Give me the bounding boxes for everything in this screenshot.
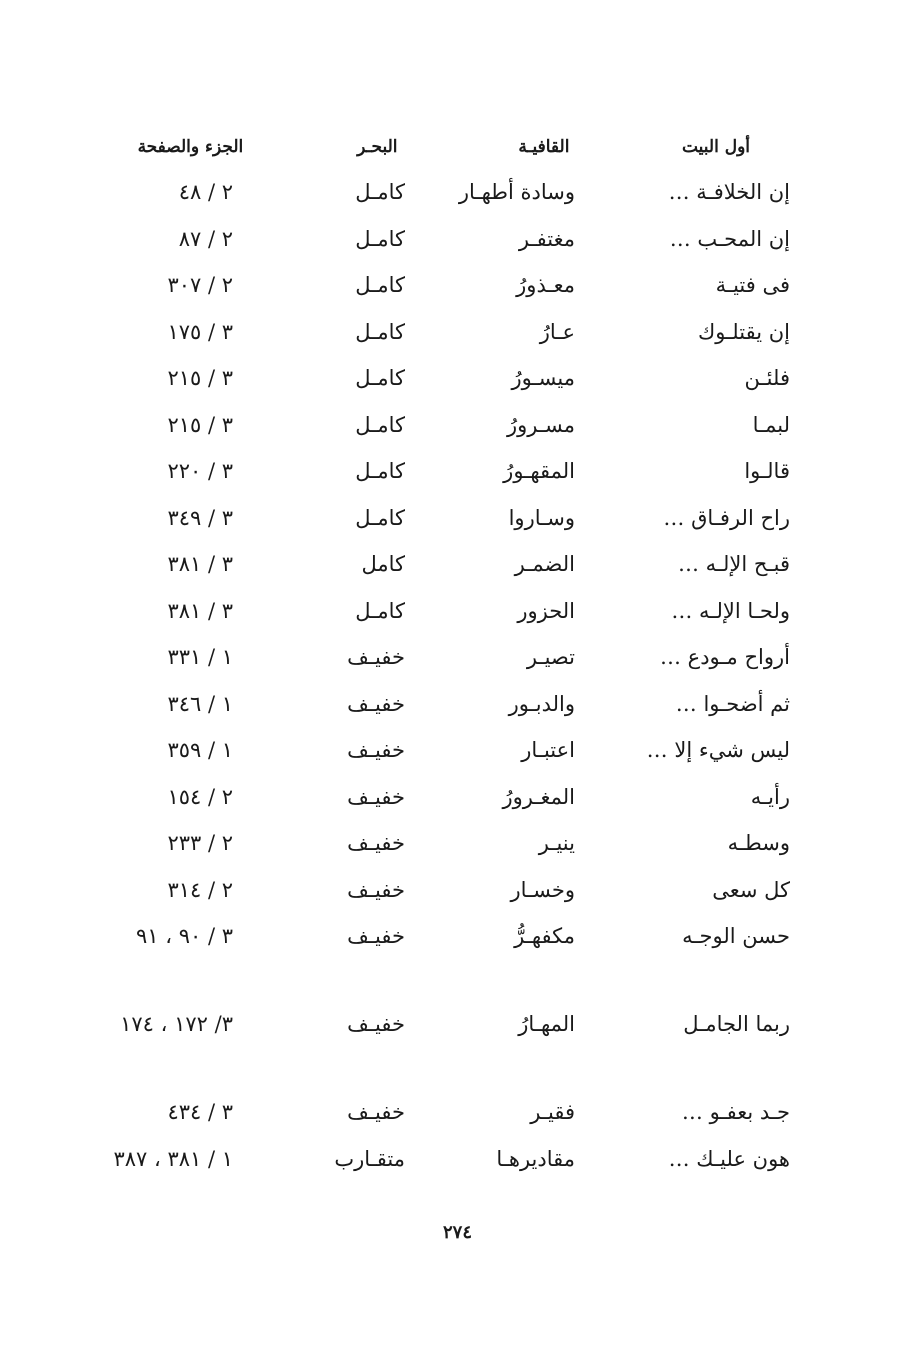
reference-cell: ٣ / ٣٨١ xyxy=(167,598,233,623)
table-body xyxy=(100,172,790,1227)
page-number: ٢٧٤ xyxy=(442,1222,472,1243)
meter-cell: كامل xyxy=(361,552,405,576)
rhyme-cell: المقهـورُ xyxy=(503,459,575,483)
table-row xyxy=(100,1139,790,1227)
reference-cell: ٣ / ٢٢٠ xyxy=(167,459,233,483)
rhyme-cell: والدبـور xyxy=(508,691,575,716)
table-row xyxy=(100,870,790,917)
reference-cell: ٣ / ٣٤٩ xyxy=(167,505,233,530)
header-reference: الجزء والصفحة xyxy=(137,137,244,157)
rhyme-cell: المغـرورُ xyxy=(502,784,575,809)
reference-cell: ٢ / ٢٣٣ xyxy=(167,831,233,855)
meter-cell: متقـارب xyxy=(334,1146,405,1171)
rhyme-cell: وخسـار xyxy=(510,877,575,902)
rhyme-cell: اعتبـار xyxy=(521,738,575,762)
meter-cell: كامـل xyxy=(355,273,405,297)
reference-cell: ٣ / ٣٨١ xyxy=(167,552,233,576)
meter-cell: كامـل xyxy=(355,412,405,437)
table-row xyxy=(100,172,790,219)
table-row xyxy=(100,544,790,591)
table-row xyxy=(100,684,790,731)
rhyme-cell: المهـارُ xyxy=(518,1012,575,1036)
meter-cell: خفيـف xyxy=(347,1012,405,1036)
first-line-cell: ثم أضحـوا … xyxy=(675,691,790,716)
rhyme-cell: معـذورُ xyxy=(516,273,575,297)
meter-cell: خفيـف xyxy=(347,691,405,716)
first-line-cell: ولحـا الإلـه … xyxy=(671,598,790,623)
first-line-cell: إن الخلافـة … xyxy=(668,180,790,204)
rhyme-cell: الضمـر xyxy=(514,552,575,576)
rhyme-cell: مقاديرهـا xyxy=(496,1146,575,1171)
first-line-cell: ربما الجامـل xyxy=(683,1012,790,1036)
rhyme-cell: مغتفـر xyxy=(518,226,575,251)
reference-cell: ٣ / ٤٣٤ xyxy=(167,1100,233,1124)
first-line-cell: وسطـه xyxy=(727,831,790,855)
rhyme-cell: تصيـر xyxy=(526,645,575,669)
rhyme-cell: وسادة أطهـار xyxy=(458,180,575,204)
reference-cell: ٣ / ٢١٥ xyxy=(167,412,233,437)
table-row xyxy=(100,219,790,266)
table-row xyxy=(100,823,790,870)
meter-cell: خفيـف xyxy=(347,831,405,855)
reference-cell: ٢ / ٣٠٧ xyxy=(167,273,233,297)
reference-cell: ٢ / ١٥٤ xyxy=(167,784,233,809)
first-line-cell: أرواح مـودع … xyxy=(660,645,790,669)
rhyme-cell: ينيـر xyxy=(538,831,575,855)
first-line-cell: جـد بعفـو … xyxy=(681,1100,790,1124)
reference-cell: ١ / ٣٥٩ xyxy=(167,738,233,762)
meter-cell: كامـل xyxy=(355,598,405,623)
rhyme-cell: الحزور xyxy=(517,598,575,623)
table-header xyxy=(100,122,790,172)
meter-cell: كامـل xyxy=(355,319,405,344)
table-row xyxy=(100,265,790,312)
meter-cell: كامـل xyxy=(355,459,405,483)
reference-cell: ٣/ ١٧٢ ، ١٧٤ xyxy=(120,1012,233,1036)
table-row xyxy=(100,730,790,777)
reference-cell: ٢ / ٤٨ xyxy=(178,180,233,204)
meter-cell: خفيـف xyxy=(347,784,405,809)
header-first-line: أول البيت xyxy=(681,137,750,157)
reference-cell: ٢ / ٣١٤ xyxy=(167,877,233,902)
first-line-cell: إن المحـب … xyxy=(669,226,790,251)
meter-cell: خفيـف xyxy=(347,877,405,902)
reference-cell: ٣ / ١٧٥ xyxy=(167,319,233,344)
table-row xyxy=(100,312,790,359)
table-row xyxy=(100,1092,790,1139)
meter-cell: خفيـف xyxy=(347,645,405,669)
table-row xyxy=(100,591,790,638)
table-row xyxy=(100,451,790,498)
rhyme-cell: مكفهـرُّ xyxy=(514,924,575,948)
table-row xyxy=(100,405,790,452)
first-line-cell: إن يقتلـوك xyxy=(698,319,790,344)
meter-cell: خفيـف xyxy=(347,1100,405,1124)
reference-cell: ٣ / ٢١٥ xyxy=(167,366,233,390)
meter-cell: خفيـف xyxy=(347,738,405,762)
meter-cell: خفيـف xyxy=(347,924,405,948)
first-line-cell: فلئـن xyxy=(744,366,790,390)
table-row xyxy=(100,498,790,545)
reference-cell: ١ / ٣٤٦ xyxy=(167,691,233,716)
meter-cell: كامـل xyxy=(355,505,405,530)
first-line-cell: قبـح الإلـه … xyxy=(677,552,790,576)
first-line-cell: كل سعى xyxy=(712,877,790,902)
verse-index-table xyxy=(100,122,790,1227)
table-row xyxy=(100,1004,790,1092)
reference-cell: ٢ / ٨٧ xyxy=(178,226,233,251)
table-row xyxy=(100,916,790,1004)
first-line-cell: هون عليـك … xyxy=(668,1146,790,1171)
reference-cell: ١ / ٣٨١ ، ٣٨٧ xyxy=(113,1146,233,1171)
rhyme-cell: فقيـر xyxy=(530,1100,575,1124)
header-rhyme: القافيـة xyxy=(518,137,570,157)
first-line-cell: فى فتيـة xyxy=(715,273,790,297)
meter-cell: كامـل xyxy=(355,226,405,251)
header-meter: البحـر xyxy=(357,137,398,157)
rhyme-cell: عـارُ xyxy=(539,319,575,344)
table-row xyxy=(100,358,790,405)
table-row xyxy=(100,637,790,684)
rhyme-cell: مسـرورُ xyxy=(506,412,575,437)
table-row xyxy=(100,777,790,824)
reference-cell: ١ / ٣٣١ xyxy=(167,645,233,669)
reference-cell: ٣ / ٩٠ ، ٩١ xyxy=(136,924,233,948)
first-line-cell: لبمـا xyxy=(752,412,790,437)
first-line-cell: رأيـه xyxy=(750,784,790,809)
first-line-cell: حسن الوجـه xyxy=(682,924,790,948)
first-line-cell: قالـوا xyxy=(744,459,790,483)
rhyme-cell: ميسـورُ xyxy=(511,366,575,390)
meter-cell: كامـل xyxy=(355,180,405,204)
first-line-cell: راح الرفـاق … xyxy=(663,505,790,530)
meter-cell: كامـل xyxy=(355,366,405,390)
rhyme-cell: وسـاروا xyxy=(508,505,575,530)
first-line-cell: ليس شيء إلا … xyxy=(646,738,790,762)
